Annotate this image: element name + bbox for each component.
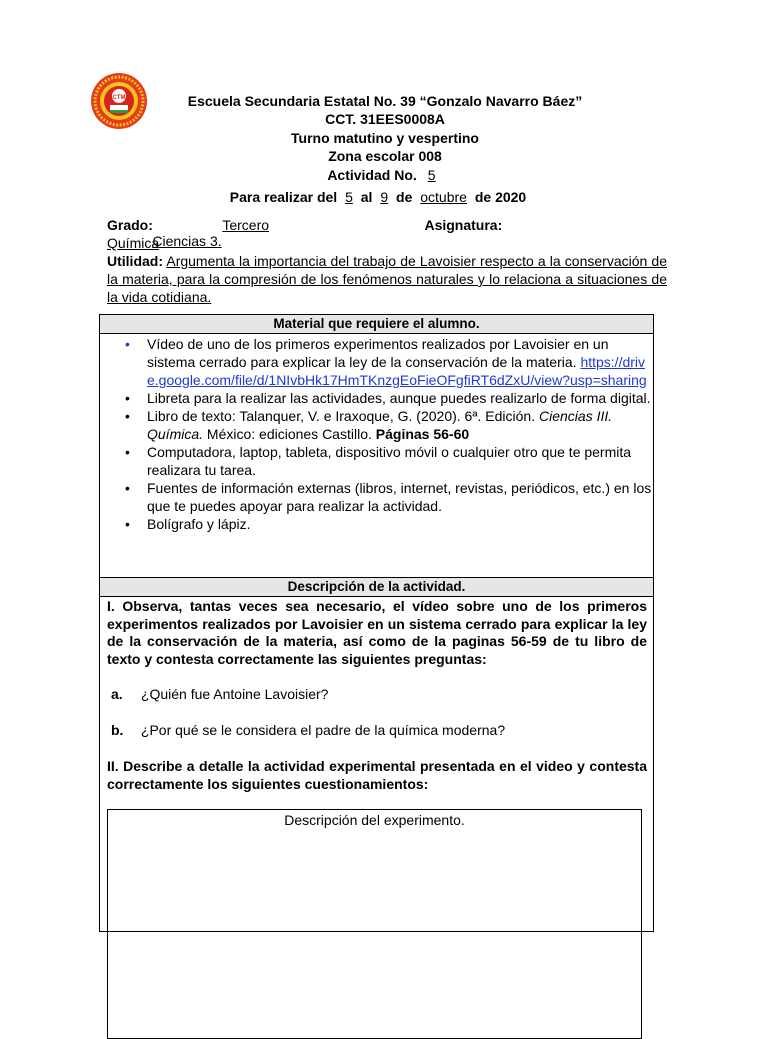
book-title: Ciencias III. Química.: [147, 408, 613, 442]
bullet-icon: •: [125, 516, 130, 532]
experiment-description-title: Descripción del experimento.: [284, 812, 465, 828]
actividad-number: 5: [427, 166, 436, 183]
date-year: de 2020: [474, 189, 527, 205]
video-link[interactable]: https://drive.google.com/file/d/1NIvbHk17HmTKnzgEoFieOFgfiRT6dZxU/view?usp=sharing: [147, 354, 647, 388]
bullet-icon: •: [125, 336, 130, 352]
material-list: [100, 335, 653, 533]
logo-text: CTM: [112, 95, 126, 101]
date-month: octubre: [420, 189, 467, 205]
list-item: [100, 389, 653, 407]
grado-label: Grado:: [107, 217, 153, 233]
question-a: [111, 686, 328, 702]
school-turno: Turno matutino y vespertino: [291, 129, 479, 146]
document-header: [150, 92, 620, 184]
material-item-text: Libreta para la realizar las actividades, aunque puedes realizarlo de forma digital.: [147, 390, 651, 406]
school-cct: CCT. 31EES0008A: [325, 111, 445, 128]
list-item: [100, 407, 653, 443]
school-name: Escuela Secundaria Estatal No. 39 “Gonzalo Navarro Báez”: [187, 93, 583, 109]
question-a-label: a.: [111, 686, 123, 702]
utilidad: [107, 252, 667, 306]
bullet-icon: •: [125, 390, 130, 406]
material-item-text: Computadora, laptop, tableta, dispositivo móvil o cualquier otro que te permita realizara tu tarea.: [147, 444, 632, 478]
material-item-text: Bolígrafo y lápiz.: [147, 516, 251, 532]
experiment-description-box[interactable]: [107, 809, 642, 1039]
date-from-day: 5: [345, 189, 353, 205]
list-item: [100, 515, 653, 533]
date-al: al: [360, 189, 373, 205]
actividad-line: [150, 166, 620, 184]
asignatura-value: Ciencias 3.: [152, 233, 222, 249]
question-b: [111, 722, 505, 738]
school-zona: Zona escolar 008: [328, 148, 442, 165]
actividad-label: Actividad No.: [327, 166, 417, 183]
material-item-text: Libro de texto: Talanquer, V. e Iraxoque, G. (2020). 6ª. Edición.: [147, 408, 536, 424]
book-pages: Páginas 56-60: [375, 426, 470, 442]
bullet-icon: •: [125, 408, 130, 424]
date-range: [108, 189, 648, 205]
material-header: Material que requiere el alumno.: [100, 315, 653, 334]
date-de: de: [396, 189, 413, 205]
date-to-day: 9: [380, 189, 389, 205]
list-item: [100, 443, 653, 479]
list-item: [100, 335, 653, 389]
question-a-text: ¿Quién fue Antoine Lavoisier?: [140, 686, 329, 702]
descripcion-header: Descripción de la actividad.: [100, 577, 653, 597]
list-item: [100, 479, 653, 515]
bullet-icon: •: [125, 480, 130, 496]
section-ii-instructions: II. Describe a detalle la actividad experimental presentada en el video y contesta correctamente los siguientes cuestionamientos:: [107, 758, 647, 792]
date-prefix: Para realizar del: [229, 189, 338, 205]
question-b-label: b.: [111, 722, 124, 738]
school-seal-icon: [90, 72, 148, 130]
material-item-text: Fuentes de información externas (libros, internet, revistas, periódicos, etc.) en los que te puedes apoyar para realizar la actividad.: [147, 480, 652, 514]
section-i-instructions: I. Observa, tantas veces sea necesario, el vídeo sobre uno de los primeros experimentos realizados por Lavoisier en un sistema cerrado para explicar la ley de la conservación de la materia, así como de la paginas 56-59 de tu libro de texto y contesta correctamente las siguientes preguntas:: [107, 598, 647, 667]
bullet-icon: •: [125, 444, 130, 460]
book-publisher: México: ediciones Castillo.: [206, 426, 372, 442]
asignatura-label: Asignatura:: [424, 217, 503, 233]
material-item-text: Vídeo de uno de los primeros experimentos realizados por Lavoisier en un sistema cerrado para explicar la ley de la conservación de la materia.: [147, 336, 609, 370]
grado-value: Tercero: [222, 217, 270, 233]
utilidad-label: Utilidad:: [107, 253, 163, 269]
asignatura-value-cont: Química: [107, 235, 160, 251]
utilidad-text: Argumenta la importancia del trabajo de Lavoisier respecto a la conservación de la materia, para la compresión de los fenómenos naturales y lo relaciona a situaciones de la vida cotidiana.: [107, 253, 667, 305]
question-b-text: ¿Por qué se le considera el padre de la química moderna?: [140, 722, 506, 738]
